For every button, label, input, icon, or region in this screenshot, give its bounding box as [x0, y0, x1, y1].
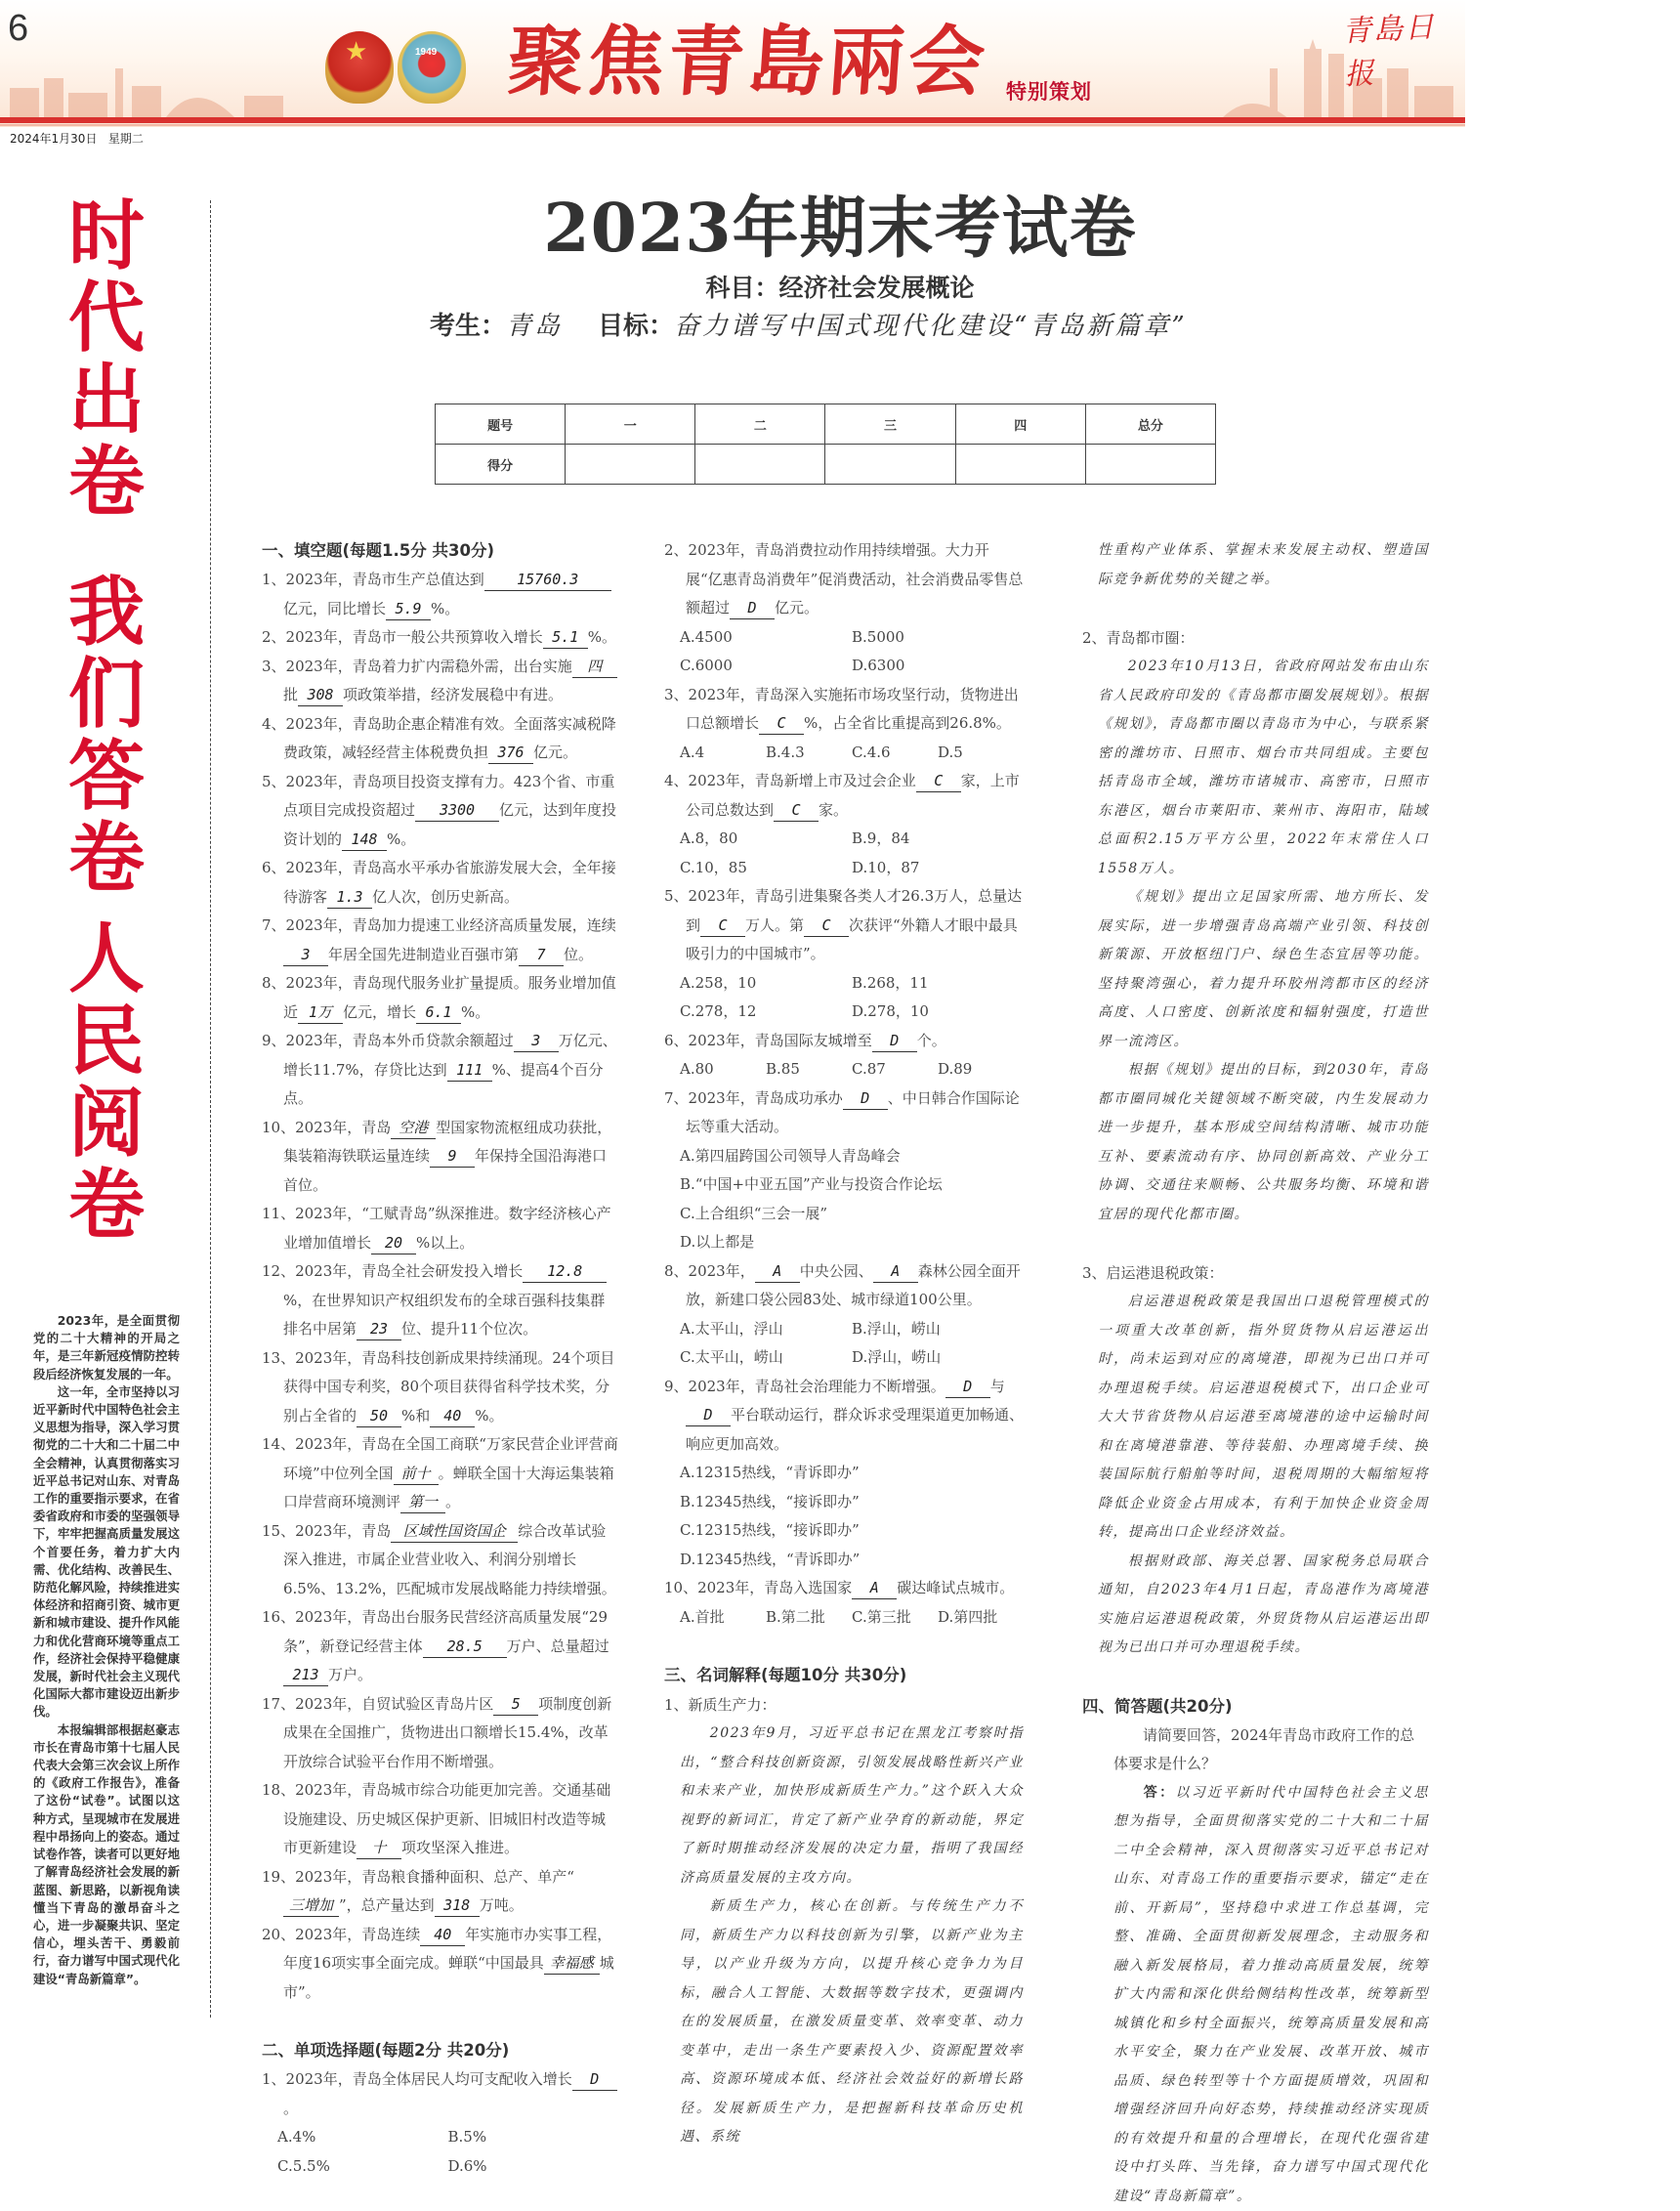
city-skyline-left-illustration [0, 59, 322, 117]
option-item[interactable]: A.80 [680, 1055, 766, 1084]
question-text-fragment: 万户、总量超过 [507, 1637, 609, 1655]
option-item[interactable]: C.5.5% [277, 2152, 448, 2182]
option-list [664, 825, 1024, 882]
option-item[interactable]: B.浮山，崂山 [852, 1315, 1024, 1344]
question-text-fragment: 2、2023年，青岛市一般公共预算收入增长 [262, 628, 543, 646]
term-1-explanation [664, 1720, 1024, 2152]
option-item[interactable]: B.“中国+中亚五国”产业与投资合作论坛 [664, 1170, 1024, 1200]
question-text-fragment: 亿元，增长 [343, 1003, 416, 1021]
option-list [664, 1055, 1024, 1084]
answer-blank[interactable]: 308 [298, 684, 343, 706]
option-item[interactable]: B.9，84 [852, 825, 1024, 854]
term-paragraph: 2023年10月13日，省政府网站发布由山东省人民政府印发的《青岛都市圈发展规划》。根据《规划》，青岛都市圈以青岛市为中心，与联系紧密的潍坊市、日照市、烟台市共同组成。主要包括青岛市全域，潍坊市诸城市、高密市，日照市东港区，烟台市莱阳市、莱州市、海阳市，陆域总面积2.15万平方公里，2022年末常住人口1558万人。 [1098, 653, 1429, 883]
section-3-heading: 三、名词解释(每题10分 共30分) [664, 1661, 1024, 1690]
question-item [262, 1603, 618, 1690]
answer-blank[interactable]: C [804, 914, 849, 937]
question-text-fragment: 型国家物流枢纽成功获批，集装箱海铁联运量连续 [283, 1119, 611, 1166]
question-text-fragment: %。 [461, 1003, 489, 1021]
score-table-score-row [436, 445, 1216, 485]
score-cell [825, 445, 955, 485]
answer-blank[interactable]: 28.5 [423, 1636, 507, 1658]
question-text-fragment: 7、2023年，青岛成功承办 [664, 1089, 843, 1107]
option-item[interactable]: A.4% [277, 2123, 448, 2152]
answer-text: 以习近平新时代中国特色社会主义思想为指导，全面贯彻落实党的二十大和二十届二中全会精神，深入贯彻落实习近平总书记对山东、对青岛工作的重要指示要求，锚定“走在前、开新局”，坚持稳中求进工作总基调，完整、准确、全面贯彻新发展理念，主动服务和融入新发展格局，着力推动高质量发展，统筹扩大内需和深化供给侧结构性改革，统筹新型城镇化和乡村全面振兴，统筹高质量发展和高水平安全，聚力在产业发展、改革开放、城市品质、绿色转型等十个方面提质增效，巩固和增强经济回升向好态势，持续推动经济实现质的有效提升和量的合理增长，在现代化强省建设中打头阵、当先锋，奋力谱写中国式现代化建设“青岛新篇章”。 [1113, 1785, 1429, 2204]
option-item[interactable]: C.第三批 [852, 1603, 938, 1633]
term-2-title: 2、青岛都市圈： [1082, 623, 1429, 653]
option-item[interactable]: A.8，80 [680, 825, 852, 854]
choice-question-list-part-1 [262, 2065, 618, 2181]
page-number: 6 [8, 8, 28, 50]
question-text-fragment: %和 [401, 1407, 430, 1424]
question-text-fragment: 森林公园全面开放，新建口袋公园83处、城市绿道100公里。 [686, 1262, 1021, 1309]
question-text-fragment: %，占全省比重提高到26.8%。 [804, 714, 1011, 732]
question-text-fragment: 3、2023年，青岛深入实施拓市场攻坚行动，货物进出口总额增长 [664, 686, 1019, 733]
vertical-title-2: 我们答卷 [63, 572, 150, 900]
question-text-fragment: 5、2023年，青岛项目投资支撑有力。423个省、市重点项目完成投资超过 [262, 773, 614, 820]
column-2 [664, 536, 1024, 2152]
question-item [664, 1574, 1024, 1603]
emblem-year: 1949 [415, 47, 437, 58]
question-text-fragment: 项制度创新成果在全国推广，货物进出口额增长15.4%，改革开放综合试验平台作用不断增强。 [283, 1695, 611, 1770]
vertical-title-3: 人民阅卷 [63, 918, 150, 1247]
masthead-thin-rule [0, 124, 1465, 126]
answer-blank[interactable]: 5.1 [543, 626, 588, 649]
answer-label: 答： [1144, 1785, 1176, 1801]
term-paragraph: 《规划》提出立足国家所需、地方所长、发展实际，进一步增强青岛高端产业引领、科技创新策源、开放枢纽门户、绿色生态宜居等功能。坚持聚湾强心，着力提升环胶州湾都市区的经济高度、人口密度、创新浓度和辐射强度，打造世界一流湾区。 [1098, 883, 1429, 1056]
question-item [664, 1084, 1024, 1142]
answer-blank[interactable]: 7 [519, 944, 564, 966]
score-cell [1085, 445, 1215, 485]
intro-paragraph: 2023年，是全面贯彻党的二十大精神的开局之年，是三年新冠疫情防控转段后经济恢复发展的一年。 [33, 1312, 180, 1383]
question-text-fragment: 7、2023年，青岛加力提速工业经济高质量发展，连续 [262, 916, 616, 934]
question-item [262, 1027, 618, 1114]
star-icon: ★ [345, 39, 367, 64]
question-text-fragment: 年居全国先进制造业百强市第 [328, 946, 519, 963]
question-text-fragment: 项政策举措，经济发展稳中有进。 [343, 686, 563, 703]
question-text-fragment: 17、2023年，自贸试验区青岛片区 [262, 1695, 493, 1713]
question-text-fragment: ”，总产量达到 [339, 1896, 435, 1914]
exam-title: 2023年期末考试卷 [0, 176, 1680, 271]
short-answer-question: 请简要回答，2024年青岛市政府工作的总体要求是什么？ [1082, 1722, 1429, 1779]
column-3 [1082, 536, 1429, 2211]
question-text-fragment: 批 [283, 686, 298, 703]
option-item[interactable]: B.12345热线，“接诉即办” [664, 1488, 1024, 1517]
question-text-fragment: 万亿元、增长11.7%，存贷比达到 [283, 1032, 617, 1079]
question-item [664, 1257, 1024, 1315]
answer-blank[interactable]: 50 [357, 1405, 401, 1427]
question-text-fragment: 项攻坚深入推进。 [401, 1839, 519, 1856]
term-1-title: 1、新质生产力： [664, 1690, 1024, 1720]
question-text-fragment: %。 [431, 600, 459, 617]
option-item[interactable]: C.上合组织“三会一展” [664, 1200, 1024, 1229]
answer-blank[interactable]: 三增加 [283, 1894, 339, 1917]
question-text-fragment: 碳达峰试点城市。 [897, 1579, 1014, 1596]
question-item [262, 623, 618, 653]
masthead-red-rule [0, 117, 1465, 123]
question-text-fragment: %。 [475, 1407, 503, 1424]
question-text-fragment: 6、2023年，青岛高水平承办省旅游发展大会，全年接待游客 [262, 859, 616, 906]
answer-blank[interactable]: 3 [283, 944, 328, 966]
question-text-fragment: 中央公园、 [800, 1262, 873, 1280]
question-item [664, 681, 1024, 739]
question-item [262, 912, 618, 969]
question-text-fragment: 11、2023年，“工赋青岛”纵深推进。数字经济核心产业增加值增长 [262, 1205, 611, 1252]
option-item[interactable]: D.278，10 [852, 998, 1024, 1027]
answer-blank[interactable]: 40 [430, 1405, 475, 1427]
question-text-fragment: %、提高4个百分点。 [283, 1061, 603, 1108]
question-text-fragment: 家。 [819, 801, 848, 819]
question-item [262, 1257, 618, 1344]
question-text-fragment: 16、2023年，青岛出台服务民营经济高质量发展“29条”，新登记经营主体 [262, 1608, 608, 1655]
term-paragraph: 启运港退税政策是我国出口退税管理模式的一项重大改革创新，指外贸货物从启运港运出时，尚未运到对应的离境港，即视为已出口并可办理退税手续。启运港退税模式下，出口企业可大大节省货物从启运港至离境港的途中运输时间和在离境港靠港、等待装船、办理离境手续、换装国际航行船舶等时间，退税周期的大幅缩短将降低企业资金占用成本，有利于加快企业资金周转，提高出口企业经济效益。 [1098, 1288, 1429, 1548]
question-text-fragment: 9、2023年，青岛社会治理能力不断增强。 [664, 1378, 945, 1395]
intro-paragraph: 这一年，全市坚持以习近平新时代中国特色社会主义思想为指导，深入学习贯彻党的二十大和二十届二中全会精神，认真贯彻落实习近平总书记对山东、对青岛工作的重要指示要求，在省委省政府和市委的坚强领导下，牢牢把握高质量发展这个首要任务，着力扩大内需、优化结构、改善民生、防范化解风险，持续推进实体经济和招商引资、城市更新和城市建设、提升作风能力和优化营商环境等重点工作，经济社会保持平稳健康发展，新时代社会主义现代化国际大都市建设迈出新步伐。 [33, 1383, 180, 1722]
option-item[interactable]: C.10，85 [680, 854, 852, 883]
option-item[interactable]: A.太平山，浮山 [680, 1315, 852, 1344]
option-item[interactable]: B.268，11 [852, 969, 1024, 999]
question-text-fragment: 。 [445, 1493, 460, 1510]
option-item[interactable]: D.浮山，崂山 [852, 1343, 1024, 1373]
question-text-fragment: 4、2023年，青岛新增上市及过会企业 [664, 772, 916, 789]
answer-blank[interactable]: 23 [357, 1318, 401, 1340]
section-4-heading: 四、简答题(共20分) [1082, 1692, 1429, 1722]
question-text-fragment: %。 [387, 830, 415, 848]
option-list [664, 1315, 1024, 1373]
score-table-header-cell: 二 [695, 404, 825, 445]
question-item [262, 2065, 618, 2123]
answer-blank[interactable]: 12.8 [523, 1260, 607, 1283]
answer-blank[interactable]: 148 [342, 829, 387, 851]
masthead-subtitle: 特别策划 [1006, 76, 1092, 106]
answer-blank[interactable]: 6.1 [416, 1001, 461, 1024]
question-text-fragment: 万人。第 [745, 916, 804, 934]
answer-blank[interactable]: 空港 [391, 1117, 436, 1139]
option-item[interactable]: B.第二批 [766, 1603, 852, 1633]
answer-blank[interactable]: A [852, 1577, 897, 1599]
answer-blank[interactable]: 5 [493, 1693, 538, 1716]
question-text-fragment: 14、2023年，青岛在全国工商联“万家民营企业评营商环境”中位列全国 [262, 1435, 618, 1482]
exam-candidate-line [430, 306, 1188, 342]
score-cell [955, 445, 1085, 485]
question-text-fragment: %以上。 [416, 1234, 474, 1252]
question-text-fragment: 10、2023年，青岛 [262, 1119, 391, 1136]
answer-blank[interactable]: 区域性国资国企 [391, 1520, 518, 1543]
option-item[interactable]: A.4 [680, 739, 766, 768]
answer-blank[interactable]: 3 [514, 1030, 559, 1052]
answer-blank[interactable]: 3300 [415, 799, 499, 822]
question-text-fragment: 19、2023年，青岛粮食播种面积、总产、单产“ [262, 1868, 574, 1886]
answer-blank[interactable]: D [572, 2068, 617, 2091]
short-answer-response [1082, 1779, 1429, 2211]
intro-paragraph: 本报编辑部根据赵豪志市长在青岛市第十七届人民代表大会第三次会议上所作的《政府工作报告》，准备了这份“试卷”。试图以这种方式，呈现城市在发展进程中昂扬向上的姿态。通过试卷作答，读者可以更好地了解青岛经济社会发展的新蓝图、新思路，以新视角读懂当下青岛的激昂奋斗之心，进一步凝聚共识、坚定信心，埋头苦干、勇毅前行，奋力谱写中国式现代化建设“青岛新篇章”。 [33, 1722, 180, 1988]
question-text-fragment: 年保持全国沿海港口首位。 [283, 1147, 607, 1194]
term-3-explanation [1082, 1288, 1429, 1663]
question-text-fragment: 18、2023年，青岛城市综合功能更加完善。交通基础设施建设、历史城区保护更新、旧城旧村改造等城市更新建设 [262, 1781, 610, 1856]
cppcc-emblem-icon [398, 31, 466, 104]
question-text-fragment: 1、2023年，青岛市生产总值达到 [262, 571, 484, 588]
answer-blank[interactable]: 20 [371, 1232, 416, 1254]
question-text-fragment: 位。 [564, 946, 593, 963]
answer-blank[interactable]: 9 [430, 1145, 475, 1168]
question-item [262, 1776, 618, 1863]
answer-blank[interactable]: 第一 [400, 1491, 445, 1513]
term-paragraph: 根据财政部、海关总署、国家税务总局联合通知，自2023年4月1日起，青岛港作为离境港实施启运港退税政策，外贸货物从启运港运出即视为已出口并可办理退税手续。 [1098, 1548, 1429, 1663]
question-item [262, 653, 618, 710]
question-text-fragment: 亿元。 [533, 744, 577, 761]
sidebar-dashed-divider [210, 200, 211, 2018]
question-text-fragment: 12、2023年，青岛全社会研发投入增长 [262, 1262, 523, 1280]
choice-question-list-part-2 [664, 536, 1024, 1632]
question-text-fragment: 1、2023年，青岛全体居民人均可支配收入增长 [262, 2070, 572, 2088]
answer-blank[interactable]: D [872, 1030, 917, 1052]
term-paragraph: 根据《规划》提出的目标，到2030年，青岛都市圈同城化关键领域不断突破，内生发展动力进一步提升，基本形成空间结构清晰、城市功能互补、要素流动有序、协同创新高效、产业分工协调、交通往来顺畅、公共服务均衡、环境和谐宜居的现代化都市圈。 [1098, 1056, 1429, 1229]
vertical-title-1: 时代出卷 [63, 195, 150, 524]
question-item [664, 1027, 1024, 1056]
question-item [664, 536, 1024, 623]
option-item[interactable]: D.89 [938, 1055, 1024, 1084]
column-1 [262, 536, 618, 2181]
section-2-heading: 二、单项选择题(每题2分 共20分) [262, 2036, 618, 2065]
answer-blank[interactable]: C [700, 914, 745, 937]
question-item [262, 1921, 618, 2008]
question-item [262, 1344, 618, 1431]
term-paragraph: 2023年9月，习近平总书记在黑龙江考察时指出，“整合科技创新资源，引领发展战略性新兴产业和未来产业，加快形成新质生产力。”这个跃入大众视野的新词汇，肯定了新产业孕育的新动能，界定了新时期推动经济发展的决定力量，指明了我国经济高质量发展的主攻方向。 [680, 1720, 1024, 1892]
question-text-fragment: 8、2023年，青岛现代服务业扩量提质。服务业增加值近 [262, 974, 616, 1021]
question-text-fragment: 、中日韩合作国际论坛等重大活动。 [686, 1089, 1020, 1136]
option-list [262, 2123, 618, 2181]
issue-date: 2024年1月30日 星期二 [10, 130, 144, 147]
answer-blank[interactable]: 213 [283, 1664, 328, 1686]
option-item[interactable]: B.4.3 [766, 739, 852, 768]
question-text-fragment: 亿元。 [775, 599, 819, 617]
question-text-fragment: 亿元，达到年度投资计划的 [283, 801, 616, 848]
question-item [262, 1690, 618, 1777]
question-text-fragment: 8、2023年， [664, 1262, 755, 1280]
question-text-fragment: 2、2023年，青岛消费拉动作用持续增强。大力开展“亿惠青岛消费年”促消费活动，社会消费品零售总额超过 [664, 541, 1023, 617]
option-item[interactable]: B.85 [766, 1055, 852, 1084]
question-text-fragment: 次获评“外籍人才眼中最具吸引力的中国城市”。 [686, 916, 1018, 963]
option-item[interactable]: B.5% [448, 2123, 619, 2152]
option-item[interactable]: A.4500 [680, 623, 852, 653]
exam-subject: 科目：经济社会发展概论 [0, 269, 1680, 304]
option-item[interactable]: D.以上都是 [664, 1228, 1024, 1257]
option-item[interactable]: C.87 [852, 1055, 938, 1084]
question-text-fragment: 15、2023年，青岛 [262, 1522, 391, 1540]
option-item[interactable]: A.258，10 [680, 969, 852, 999]
question-text-fragment: 万吨。 [480, 1896, 524, 1914]
national-emblem-icon [325, 31, 394, 104]
question-text-fragment: 5、2023年，青岛引进集聚各类人才26.3万人，总量达到 [664, 887, 1022, 934]
score-table-header-row [436, 404, 1216, 445]
question-text-fragment: 亿人次，创历史新高。 [372, 888, 519, 906]
option-list [664, 969, 1024, 1027]
question-item [664, 1373, 1024, 1460]
answer-blank[interactable]: 1.3 [327, 886, 372, 909]
term-paragraph: 新质生产力，核心在创新。与传统生产力不同，新质生产力以科技创新为引擎，以新产业为主导，以产业升级为方向，以提升核心竞争力为目标，融合人工智能、大数据等数字技术，更强调内在的发展质量，在激发质量变革、效率变革、动力变革中，走出一条生产要素投入少、资源配置效率高、资源环境成本低、经济社会效益好的新增长路径。发展新质生产力，是把握新科技革命历史机遇、系统 [680, 1892, 1024, 2152]
option-item[interactable]: D.6% [448, 2152, 619, 2182]
answer-blank[interactable]: A [755, 1260, 800, 1283]
term-2-explanation [1082, 653, 1429, 1229]
question-item [262, 1863, 618, 1921]
answer-blank[interactable]: D [945, 1376, 990, 1398]
option-item[interactable]: D.5 [938, 739, 1024, 768]
question-item [262, 566, 618, 623]
question-text-fragment: 6、2023年，青岛国际友城增至 [664, 1032, 872, 1049]
question-text-fragment: 城市”。 [283, 1954, 614, 2001]
option-list [664, 739, 1024, 768]
question-text-fragment: 家，上市公司总数达到 [686, 772, 1020, 819]
answer-blank[interactable]: 376 [488, 742, 533, 764]
score-table-header-cell: 四 [955, 404, 1085, 445]
question-text-fragment: %，在世界知识产权组织发布的全球百强科技集群排名中居第 [283, 1292, 605, 1339]
answer-blank[interactable]: 40 [420, 1924, 465, 1946]
answer-blank[interactable]: 十 [357, 1837, 401, 1859]
option-item[interactable]: C.4.6 [852, 739, 938, 768]
score-table-header-cell: 总分 [1085, 404, 1215, 445]
option-list [664, 623, 1024, 681]
score-table [435, 404, 1216, 485]
question-text-fragment: 。蝉联全国十大海运集装箱口岸营商环境测评 [283, 1465, 614, 1511]
masthead-title: 聚焦青島兩会 [505, 14, 992, 111]
candidate-value: 青岛 [506, 312, 563, 341]
answer-blank[interactable]: A [873, 1260, 918, 1283]
fill-in-question-list [262, 566, 618, 2007]
answer-blank[interactable]: C [916, 770, 961, 792]
score-cell [566, 445, 695, 485]
question-item [262, 969, 618, 1027]
answer-blank[interactable]: D [843, 1087, 888, 1110]
question-text-fragment: 3、2023年，青岛着力扩内需稳外需，出台实施 [262, 658, 572, 675]
option-item[interactable]: A.首批 [680, 1603, 766, 1633]
option-item[interactable]: D.12345热线，“青诉即办” [664, 1546, 1024, 1575]
question-item [664, 882, 1024, 969]
answer-blank[interactable]: 幸福感 [544, 1952, 600, 1975]
term-paragraph-continued: 性重构产业体系、掌握未来发展主动权、塑造国际竞争新优势的关键之举。 [1098, 536, 1429, 594]
question-text-fragment: 个。 [917, 1032, 946, 1049]
goal-value: 奋力谱写中国式现代化建设“青岛新篇章” [674, 312, 1188, 341]
answer-blank[interactable]: C [759, 712, 804, 735]
question-item [262, 768, 618, 855]
question-text-fragment: 20、2023年，青岛连续 [262, 1926, 420, 1943]
newspaper-logo: 青島日报 [1341, 1, 1467, 93]
question-text-fragment: 与 [990, 1378, 1005, 1395]
question-item [262, 710, 618, 768]
option-item[interactable]: C.太平山，崂山 [680, 1343, 852, 1373]
question-item [664, 767, 1024, 825]
option-item[interactable]: C.12315热线，“接诉即办” [664, 1516, 1024, 1546]
answer-blank[interactable]: D [730, 597, 775, 619]
question-item [262, 1114, 618, 1201]
option-item[interactable]: B.5000 [852, 623, 1024, 653]
score-row-label: 得分 [436, 445, 566, 485]
option-item[interactable]: D.10，87 [852, 854, 1024, 883]
question-text-fragment: 亿元，同比增长 [283, 600, 386, 617]
question-text-fragment: 综合改革试验深入推进，市属企业营业收入、利润分别增长6.5%、13.2%，匹配城市发展战略能力持续增强。 [283, 1522, 616, 1597]
intro-text [33, 1312, 180, 1988]
option-list [664, 1459, 1024, 1574]
answer-blank[interactable]: 318 [435, 1894, 480, 1917]
option-item[interactable]: D.第四批 [938, 1603, 1024, 1633]
answer-blank[interactable]: 15760.3 [484, 569, 611, 591]
question-item [262, 1200, 618, 1257]
candidate-label: 考生： [430, 312, 506, 341]
question-item [262, 1517, 618, 1604]
answer-blank[interactable]: 111 [447, 1059, 492, 1082]
answer-blank[interactable]: 四 [572, 656, 617, 678]
option-item[interactable]: A.第四届跨国公司领导人青岛峰会 [664, 1142, 1024, 1171]
question-text-fragment: 平台联动运行，群众诉求受理渠道更加畅通、响应更加高效。 [686, 1406, 1024, 1453]
score-cell [695, 445, 825, 485]
answer-blank[interactable]: 5.9 [386, 598, 431, 620]
score-table-header-cell: 三 [825, 404, 955, 445]
option-list [664, 1603, 1024, 1633]
answer-blank[interactable]: D [686, 1404, 731, 1426]
question-text-fragment: 。 [283, 2100, 298, 2117]
question-text-fragment: %。 [588, 628, 616, 646]
answer-blank[interactable]: 前十 [394, 1463, 439, 1485]
section-1-heading: 一、填空题(每题1.5分 共30分) [262, 536, 618, 566]
option-item[interactable]: C.6000 [680, 652, 852, 681]
question-text-fragment: 4、2023年，青岛助企惠企精准有效。全面落实减税降费政策，减轻经营主体税费负担 [262, 715, 616, 762]
answer-blank[interactable]: 1万 [298, 1001, 343, 1024]
question-text-fragment: 13、2023年，青岛科技创新成果持续涌现。24个项目获得中国专利奖，80个项目获得省科学技术奖，分别占全省的 [262, 1349, 614, 1424]
goal-label: 目标： [598, 312, 674, 341]
option-list [664, 1142, 1024, 1257]
option-item[interactable]: C.278，12 [680, 998, 852, 1027]
question-item [262, 854, 618, 912]
term-3-title: 3、启运港退税政策： [1082, 1258, 1429, 1288]
option-item[interactable]: A.12315热线，“青诉即办” [664, 1459, 1024, 1488]
score-table-header-cell: 题号 [436, 404, 566, 445]
score-table-header-cell: 一 [566, 404, 695, 445]
question-text-fragment: 年实施市办实事工程，年度16项实事全面完成。蝉联“中国最具 [283, 1926, 611, 1973]
question-text-fragment: 位、提升11个位次。 [401, 1320, 537, 1338]
option-item[interactable]: D.6300 [852, 652, 1024, 681]
question-text-fragment: 10、2023年，青岛入选国家 [664, 1579, 852, 1596]
question-item [262, 1430, 618, 1517]
question-text-fragment: 万户。 [328, 1666, 372, 1683]
answer-blank[interactable]: C [774, 799, 819, 822]
question-text-fragment: 9、2023年，青岛本外币贷款余额超过 [262, 1032, 514, 1049]
term-1-explanation-continued [1082, 536, 1429, 594]
